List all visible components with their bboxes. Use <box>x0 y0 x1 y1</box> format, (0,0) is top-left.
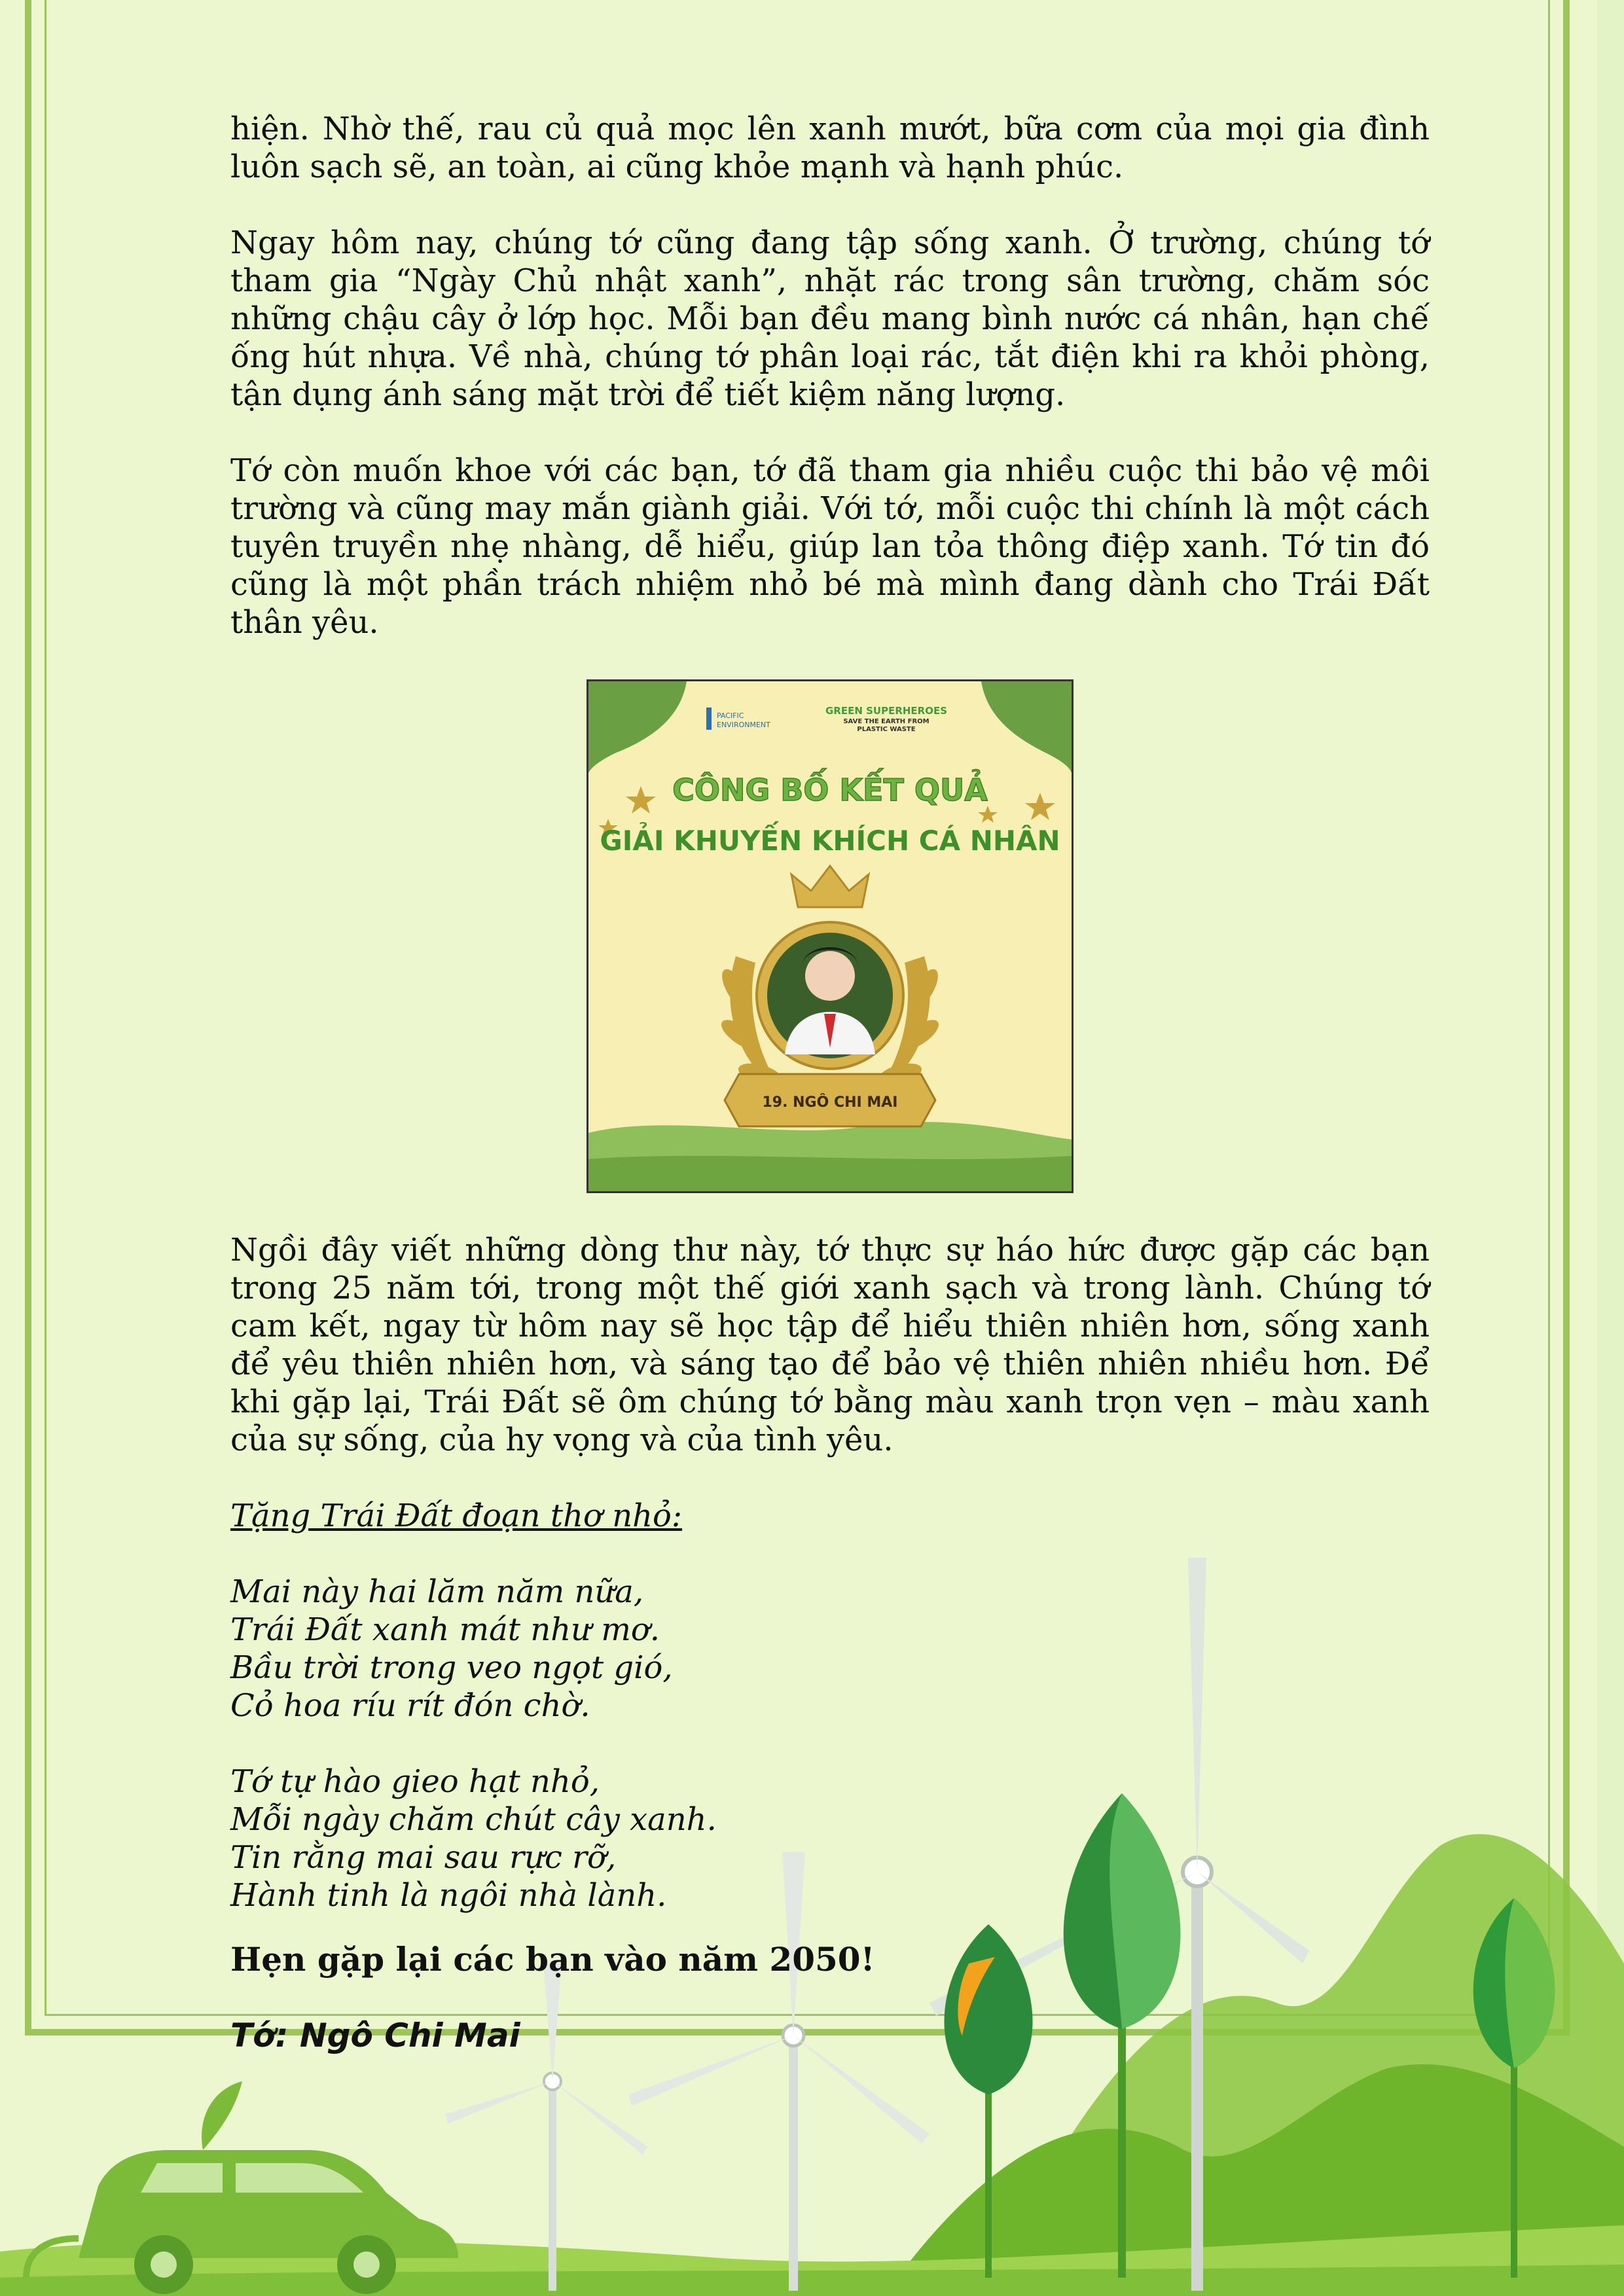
paragraph: Tớ còn muốn khoe với các bạn, tớ đã tham gia nhiều cuộc thi bảo vệ môi trường và cũng may mắn giành giải. Với tớ, mỗi cuộc thi chính là một cách tuyên truyền nhẹ nhàng, dễ hiểu, giúp lan tỏa thông điệp xanh. Tớ tin đó cũng là một phần trách nhiệm nhỏ bé mà mình đang dành cho Trái Đất thân yêu. <box>230 452 1430 641</box>
program-subtitle-line2: PLASTIC WASTE <box>857 726 916 733</box>
poem-line: Mỗi ngày chăm chút cây xanh. <box>230 1801 717 1838</box>
award-title: GIẢI KHUYẾN KHÍCH CÁ NHÂN <box>600 825 1060 857</box>
poem-line: Cỏ hoa ríu rít đón chờ. <box>230 1687 590 1724</box>
certificate-headline: CÔNG BỐ KẾT QUẢ <box>672 772 988 808</box>
paragraph: Ngay hôm nay, chúng tớ cũng đang tập sống xanh. Ở trường, chúng tớ tham gia “Ngày Chủ nhật xanh”, nhặt rác trong sân trường, chăm sóc những chậu cây ở lớp học. Mỗi bạn đều mang bình nước cá nhân, hạn chế ống hút nhựa. Về nhà, chúng tớ phân loại rác, tắt điện khi ra khỏi phòng, tận dụng ánh sáng mặt trời để tiết kiệm năng lượng. <box>230 224 1430 413</box>
poem-line: Hành tinh là ngôi nhà lành. <box>230 1877 667 1914</box>
closing-line: Hẹn gặp lại các bạn vào năm 2050! <box>230 1940 875 1979</box>
paragraph: hiện. Nhờ thế, rau củ quả mọc lên xanh mướt, bữa cơm của mọi gia đình luôn sạch sẽ, an toàn, ai cũng khỏe mạnh và hạnh phúc. <box>230 111 1430 185</box>
program-subtitle-line1: SAVE THE EARTH FROM <box>843 718 929 725</box>
poem-line: Bầu trời trong veo ngọt gió, <box>230 1649 673 1686</box>
logo-text-line2: ENVIRONMENT <box>717 721 770 729</box>
winner-name: 19. NGÔ CHI MAI <box>762 1094 898 1111</box>
poem-stanza-2 <box>230 1763 1430 1914</box>
poem-line: Mai này hai lăm năm nữa, <box>230 1573 644 1610</box>
program-title: GREEN SUPERHEROES <box>825 705 948 717</box>
poem-line: Tin rằng mai sau rực rỡ, <box>230 1839 617 1876</box>
poem-stanza-1 <box>230 1573 1430 1725</box>
poem-line: Trái Đất xanh mát như mơ. <box>230 1611 660 1648</box>
poem-title: Tặng Trái Đất đoạn thơ nhỏ: <box>230 1498 683 1534</box>
letter-body <box>230 110 1430 2054</box>
award-certificate-image <box>586 679 1074 1193</box>
logo-text-line1: PACIFIC <box>717 711 744 720</box>
poem-line: Tớ tự hào gieo hạt nhỏ, <box>230 1763 600 1800</box>
paragraph: Ngồi đây viết những dòng thư này, tớ thực sự háo hức được gặp các bạn trong 25 năm tới, trong một thế giới xanh sạch và trong lành. Chúng tớ cam kết, ngay từ hôm nay sẽ học tập để hiểu thiên nhiên hơn, sống xanh để yêu thiên nhiên hơn, và sáng tạo để bảo vệ thiên nhiên nhiều hơn. Để khi gặp lại, Trái Đất sẽ ôm chúng tớ bằng màu xanh trọn vẹn – màu xanh của sự sống, của hy vọng và của tình yêu. <box>230 1232 1430 1458</box>
certificate-graphic <box>588 681 1072 1191</box>
signature: Tớ: Ngô Chi Mai <box>230 2017 520 2054</box>
